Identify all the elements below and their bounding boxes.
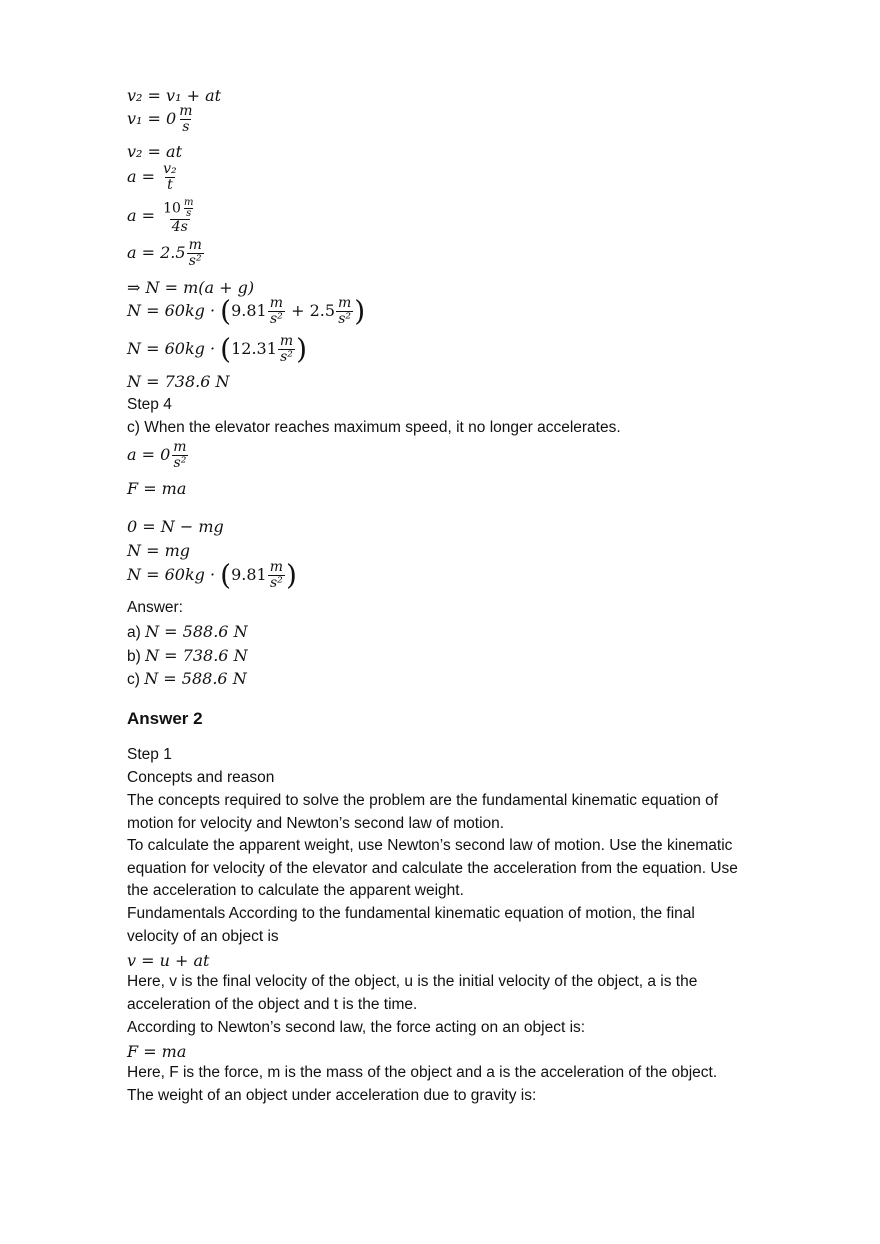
equation-zero-n-mg: 0 = N − mg <box>127 517 224 536</box>
equation-v1-zero: v₁ = 0 $\frac{m}{s}$ <box>127 103 193 135</box>
equation-n-60kg-sum: N = 60kg · (9.81 $\frac{m}{\text{s²}}$ + 2.5 $\frac{m}{\text{s²}}$ ) <box>127 294 366 328</box>
equation-a-10-over-4s: a = 10 $\frac{m}{s}$ 4s <box>127 197 194 235</box>
answer-b: b) N = 738.6 N <box>127 646 248 665</box>
step-4-label: Step 4 <box>127 396 172 413</box>
equation-n-60kg-12-31: N = 60kg · (12.31 $\frac{m}{\text{s²}}$ ) <box>127 332 308 366</box>
step-4-text: c) When the elevator reaches maximum speed, it no longer accelerates. <box>127 419 621 436</box>
answer-2-step-label: Step 1 <box>127 746 172 763</box>
paragraph-line: Fundamentals According to the fundamental kinematic equation of motion, the final <box>127 905 695 922</box>
paragraph-line: equation for velocity of the elevator and calculate the acceleration from the equation. Use <box>127 860 738 877</box>
equation-a-zero: a = 0 $\frac{m}{\text{s²}}$ <box>127 439 187 471</box>
equation-n-m-a-plus-g: ⇒ N = m(a + g) <box>127 278 255 297</box>
equation-a-v2-over-t: a = $\frac{\text{v₂}}{t}$ <box>127 161 177 193</box>
paragraph-line: motion for velocity and Newton’s second law of motion. <box>127 815 505 832</box>
equation-v-u-at: v = u + at <box>127 951 210 970</box>
answer-label: Answer: <box>127 599 183 616</box>
equation-f-ma-2: F = ma <box>127 1042 187 1061</box>
equation-n-mg: N = mg <box>127 541 190 560</box>
paragraph-line: According to Newton’s second law, the force acting on an object is: <box>127 1019 586 1036</box>
equation-v2-at: v₂ = at <box>127 142 182 161</box>
equation-a-2-5: a = 2.5 $\frac{m}{\text{s²}}$ <box>127 237 202 269</box>
answer-2-heading: Answer 2 <box>127 709 203 728</box>
paragraph-line: Here, v is the final velocity of the object, u is the initial velocity of the object, a is the <box>127 973 698 990</box>
paragraph-line: Here, F is the force, m is the mass of the object and a is the acceleration of the object. <box>127 1064 718 1081</box>
equation-v2-v1-at: v₂ = v₁ + at <box>127 86 222 105</box>
paragraph-line: acceleration of the object and t is the time. <box>127 996 418 1013</box>
paragraph-line: The concepts required to solve the problem are the fundamental kinematic equation of <box>127 792 719 809</box>
equation-n-738-6: N = 738.6 N <box>127 372 230 391</box>
paragraph-line: velocity of an object is <box>127 928 279 945</box>
equation-f-ma: F = ma <box>127 479 187 498</box>
answer-a: a) N = 588.6 N <box>127 622 248 641</box>
paragraph-line: the acceleration to calculate the apparent weight. <box>127 882 464 899</box>
equation-n-60kg-9-81: N = 60kg · (9.81 $\frac{m}{\text{s²}}$ ) <box>127 558 297 592</box>
paragraph-line: The weight of an object under acceleration due to gravity is: <box>127 1087 537 1104</box>
answer-2-subheading: Concepts and reason <box>127 769 275 786</box>
paragraph-line: To calculate the apparent weight, use Newton’s second law of motion. Use the kinematic <box>127 837 733 854</box>
answer-c: c) N = 588.6 N <box>127 669 247 688</box>
